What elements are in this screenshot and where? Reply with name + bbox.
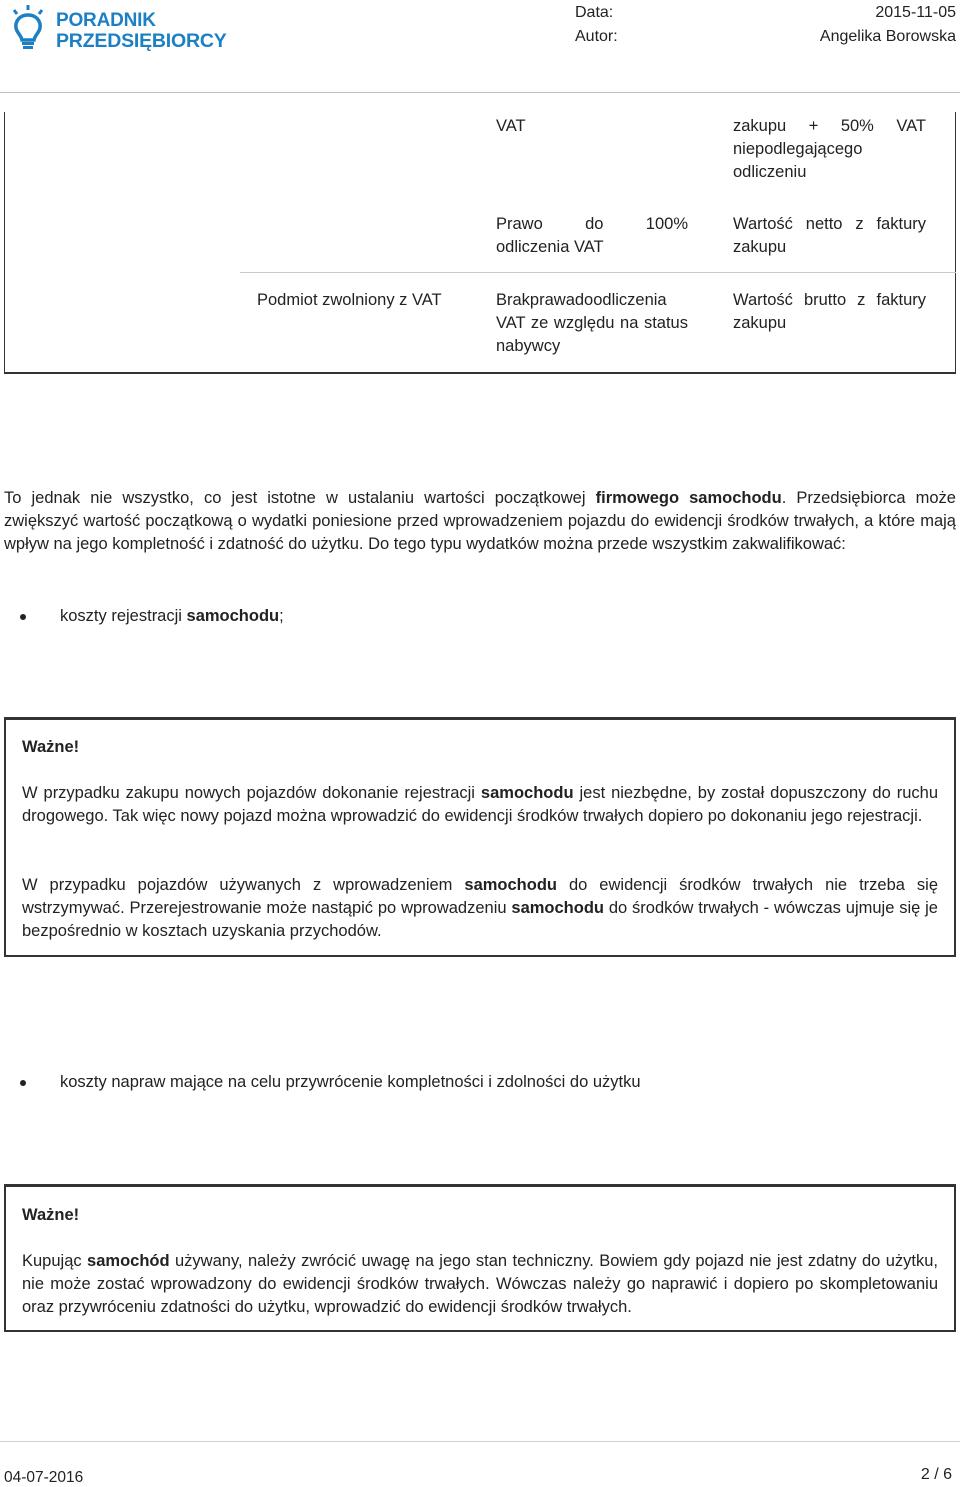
paragraph-text: . Przedsiębiorca może zwiększyć wartość początkową o wydatki poniesione przed wprowadzeniem pojazdu do ewidencji środków trwałych, a które mają wpływ na jego kompletność i zdatność do użytku. Do tego typu wydatków można przede wszystkim zakwalifikować: [4, 489, 956, 553]
table-border-right [955, 112, 956, 372]
table-cell-r3c3: Wartość brutto z faktury zakupu [733, 291, 926, 332]
footer-divider [0, 1441, 960, 1442]
note-paragraph: W przypadku pojazdów używanych z wprowadzeniem samochodu do ewidencji środków trwałych nie trzeba się wstrzymywać. Przerejestrowanie może nastąpić po wprowadzeniu samochodu do środków trwałych - wówczas ujmuje się je bezpośrednio w kosztach uzyskania przychodów. [22, 876, 938, 940]
body-paragraph [4, 487, 956, 556]
bullet-icon [20, 1080, 26, 1086]
author-value: Angelika Borowska [819, 28, 956, 45]
bullet-icon [20, 614, 26, 620]
date-value: 2015-11-05 [875, 4, 956, 21]
table-cell-r2c3: Wartość netto z faktury zakupu [733, 215, 926, 256]
lightbulb-icon [8, 4, 48, 50]
table-cell-r2c2: Prawo do 100% odliczenia VAT [496, 215, 688, 256]
table-row-divider [240, 272, 956, 273]
table-cell-r3c2: Brakprawadoodliczenia VAT ze względu na status nabywcy [496, 291, 688, 355]
header-divider [0, 92, 960, 93]
logo-text-line2: PRZEDSIĘBIORCY [56, 30, 227, 52]
logo-text-line1: PORADNIK [56, 10, 156, 31]
table-border-bottom [4, 372, 956, 374]
author-label: Autor: [575, 28, 618, 45]
page-number: 2 / 6 [920, 1466, 952, 1483]
list-item-text: koszty rejestracji samochodu; [60, 607, 284, 625]
paragraph-bold: firmowego samochodu [595, 489, 782, 507]
important-note-box [4, 717, 956, 957]
note-paragraph: W przypadku zakupu nowych pojazdów dokonanie rejestracji samochodu jest niezbędne, by został dopuszczony do ruchu drogowego. Tak więc nowy pojazd można wprowadzić do ewidencji środków trwałych dopiero po dokonaniu jego rejestracji. [22, 784, 938, 825]
paragraph-text: To jednak nie wszystko, co jest istotne w ustalaniu wartości początkowej [4, 489, 596, 507]
table-cell-r3c1: Podmiot zwolniony z VAT [257, 291, 442, 309]
table-border-left [4, 112, 5, 372]
table-cell-r1c2: VAT [496, 117, 526, 135]
list-item-text: koszty napraw mające na celu przywrócenie kompletności i zdolności do użytku [60, 1073, 641, 1091]
footer-date: 04-07-2016 [4, 1469, 84, 1486]
note-paragraph: Kupując samochód używany, należy zwrócić uwagę na jego stan techniczny. Bowiem gdy pojazd nie jest zdatny do użytku, nie może zostać wprowadzony do ewidencji środków trwałych. Wówczas należy go naprawić i dopiero po skompletowaniu oraz przywróceniu zdatności do użytku, wprowadzić do ewidencji środków trwałych. [22, 1252, 938, 1316]
table-cell-r1c3: zakupu + 50% VAT niepodlegającego odliczeniu [733, 117, 926, 181]
important-note-box [4, 1184, 956, 1332]
note-title: Ważne! [22, 1206, 80, 1224]
note-title: Ważne! [22, 738, 80, 756]
logo [6, 2, 246, 54]
date-label: Data: [575, 4, 614, 21]
